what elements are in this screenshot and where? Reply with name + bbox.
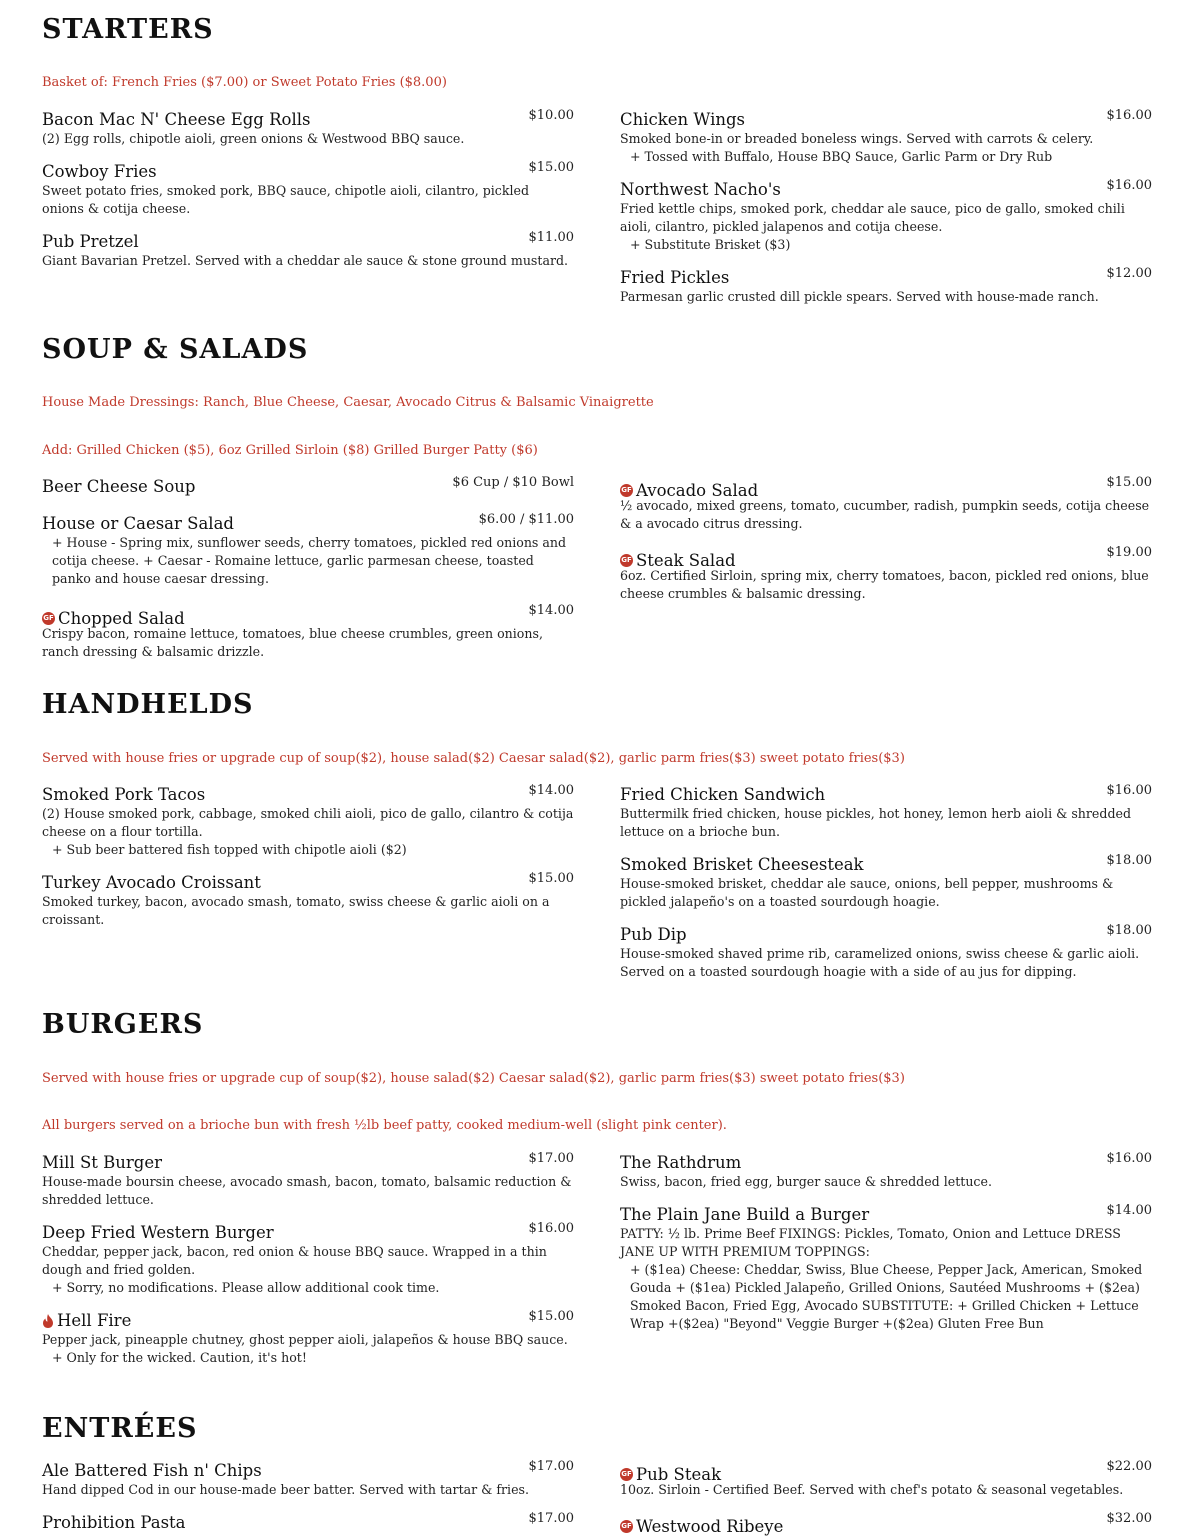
item-option: + Only for the wicked. Caution, it's hot! — [52, 1350, 307, 1365]
item-description: Sweet potato fries, smoked pork, BBQ sauce, chipotle aioli, cilantro, pickled onions & cotija cheese. — [42, 183, 530, 216]
item-name: Northwest Nacho's — [620, 180, 781, 199]
item-description: House-made boursin cheese, avocado smash, bacon, tomato, balsamic reduction & shredded lettuce. — [42, 1174, 572, 1207]
item-price: $14.00 — [1106, 1203, 1152, 1218]
item-name: Turkey Avocado Croissant — [42, 873, 261, 892]
item-description: PATTY: ½ lb. Prime Beef FIXINGS: Pickles, Tomato, Onion and Lettuce DRESS JANE UP WITH PREMIUM TOPPINGS: — [620, 1226, 1121, 1259]
item-price: $11.00 — [528, 230, 574, 245]
item-name: Hell Fire — [57, 1311, 132, 1330]
menu-item — [620, 1461, 1152, 1499]
gluten-free-icon: GF — [620, 484, 633, 497]
item-price: $18.00 — [1106, 923, 1152, 938]
item-description: House-smoked shaved prime rib, caramelized onions, swiss cheese & garlic aioli. Served on a toasted sourdough hoagie with a side of au jus for dipping. — [620, 946, 1140, 979]
item-price: $32.00 — [1106, 1511, 1152, 1526]
item-name: Pub Dip — [620, 925, 687, 944]
item-name-wrap — [620, 481, 758, 501]
menu-item — [620, 110, 1152, 166]
gluten-free-icon: GF — [42, 612, 55, 625]
item-price: $15.00 — [1106, 475, 1152, 490]
menu-item — [42, 110, 574, 148]
item-option: + Sub beer battered fish topped with chipotle aioli ($2) — [52, 842, 407, 857]
item-name: Westwood Ribeye — [636, 1516, 784, 1536]
item-option: + Substitute Brisket ($3) — [630, 237, 791, 252]
menu-item — [620, 547, 1152, 603]
menu-item — [620, 180, 1152, 254]
menu-item — [620, 1511, 1152, 1536]
item-price: $16.00 — [1106, 1151, 1152, 1166]
item-description: Hand dipped Cod in our house-made beer batter. Served with tartar & fries. — [42, 1482, 529, 1497]
item-description: Parmesan garlic crusted dill pickle spears. Served with house-made ranch. — [620, 289, 1099, 304]
item-name-wrap — [620, 551, 736, 571]
item-description: 6oz. Certified Sirloin, spring mix, cherry tomatoes, bacon, pickled red onions, blue cheese crumbles & balsamic dressing. — [620, 568, 1149, 601]
item-price: $16.00 — [528, 1221, 574, 1236]
sides-note: Served with house fries or upgrade cup of soup($2), house salad($2) Caesar salad($2), garlic parm fries($3) sweet potato fries($3) — [42, 751, 905, 766]
item-price: $6 Cup / $10 Bowl — [452, 475, 574, 490]
menu-item — [42, 1461, 574, 1499]
item-price: $10.00 — [528, 108, 574, 123]
item-price: $15.00 — [528, 160, 574, 175]
item-price: $15.00 — [528, 871, 574, 886]
section-title-soup-salads: SOUP & SALADS — [42, 334, 309, 365]
item-description: House-smoked brisket, cheddar ale sauce, onions, bell pepper, mushrooms & pickled jalapeño's on a toasted sourdough hoagie. — [620, 876, 1114, 909]
item-price: $17.00 — [528, 1511, 574, 1526]
item-description: Buttermilk fried chicken, house pickles, hot honey, lemon herb aioli & shredded lettuce on a brioche bun. — [620, 806, 1132, 839]
item-price: $17.00 — [528, 1459, 574, 1474]
menu-item — [42, 514, 574, 588]
item-name: Ale Battered Fish n' Chips — [42, 1461, 262, 1480]
item-name: Pub Pretzel — [42, 232, 139, 251]
item-option: + ($1ea) Cheese: Cheddar, Swiss, Blue Cheese, Pepper Jack, American, Smoked Gouda + ($1ea) Pickled Jalapeño, Grilled Onions, Sautéed Mushrooms + ($2ea) Smoked Bacon, Fried Egg, Avocado SUBSTITUTE: + Grilled Chicken + Lettuce Wrap +($2ea) "Beyond" Veggie Burger +($2ea) Gluten Free Bun — [630, 1262, 1143, 1331]
item-name: Deep Fried Western Burger — [42, 1223, 274, 1242]
menu-item — [42, 1311, 574, 1367]
item-option: + Tossed with Buffalo, House BBQ Sauce, Garlic Parm or Dry Rub — [630, 149, 1053, 164]
item-name: Chicken Wings — [620, 110, 746, 129]
brioche-note: All burgers served on a brioche bun with fresh ½lb beef patty, cooked medium-well (slight pink center). — [42, 1118, 727, 1133]
item-name: Cowboy Fries — [42, 162, 157, 181]
item-description: Pepper jack, pineapple chutney, ghost pepper aioli, jalapeños & house BBQ sauce. — [42, 1332, 568, 1347]
item-name: Beer Cheese Soup — [42, 477, 196, 496]
sides-note: Served with house fries or upgrade cup of soup($2), house salad($2) Caesar salad($2), garlic parm fries($3) sweet potato fries($3) — [42, 1071, 905, 1086]
item-name: Avocado Salad — [636, 480, 759, 500]
item-name: Mill St Burger — [42, 1153, 163, 1172]
menu-item — [42, 1513, 574, 1533]
item-description: Giant Bavarian Pretzel. Served with a cheddar ale sauce & stone ground mustard. — [42, 253, 569, 268]
item-description: (2) House smoked pork, cabbage, smoked chili aioli, pico de gallo, cilantro & cotija cheese on a flour tortilla. — [42, 806, 574, 839]
menu-item — [620, 925, 1152, 981]
item-description: Fried kettle chips, smoked pork, cheddar ale sauce, pico de gallo, smoked chili aioli, cilantro, pickled jalapenos and cotija cheese. — [620, 201, 1125, 234]
item-option: + House - Spring mix, sunflower seeds, cherry tomatoes, pickled red onions and cotija cheese. + Caesar - Romaine lettuce, garlic parmesan cheese, toasted panko and house caesar dressing. — [52, 535, 567, 586]
dressings-note: House Made Dressings: Ranch, Blue Cheese, Caesar, Avocado Citrus & Balsamic Vinaigrette — [42, 395, 654, 410]
item-name-wrap — [42, 1311, 131, 1331]
item-price: $14.00 — [528, 603, 574, 618]
menu-item — [620, 268, 1152, 306]
item-name-wrap — [620, 1465, 721, 1485]
item-name: Prohibition Pasta — [42, 1513, 186, 1532]
item-name: Pub Steak — [636, 1464, 722, 1484]
menu-item — [42, 873, 574, 929]
section-title-starters: STARTERS — [42, 14, 214, 45]
gluten-free-icon: GF — [620, 1520, 633, 1533]
menu-item — [42, 162, 574, 218]
item-price: $15.00 — [528, 1309, 574, 1324]
section-title-entrees: ENTRÉES — [42, 1413, 198, 1444]
item-description: (2) Egg rolls, chipotle aioli, green onions & Westwood BBQ sauce. — [42, 131, 465, 146]
gluten-free-icon: GF — [620, 1468, 633, 1481]
item-name: Fried Pickles — [620, 268, 730, 287]
section-title-burgers: BURGERS — [42, 1009, 204, 1040]
item-price: $6.00 / $11.00 — [478, 512, 574, 527]
item-name: The Plain Jane Build a Burger — [620, 1205, 870, 1224]
menu-item — [42, 477, 574, 497]
item-option: + Sorry, no modifications. Please allow additional cook time. — [52, 1280, 440, 1295]
menu-item — [620, 785, 1152, 841]
item-price: $17.00 — [528, 1151, 574, 1166]
menu-item — [620, 1205, 1152, 1333]
item-price: $16.00 — [1106, 178, 1152, 193]
menu-item — [42, 785, 574, 859]
item-price: $16.00 — [1106, 783, 1152, 798]
item-name: Chopped Salad — [58, 608, 185, 628]
item-description: ½ avocado, mixed greens, tomato, cucumber, radish, pumpkin seeds, cotija cheese & a avocado citrus dressing. — [620, 498, 1150, 531]
item-name: Bacon Mac N' Cheese Egg Rolls — [42, 110, 311, 129]
menu-item — [620, 855, 1152, 911]
item-description: 10oz. Sirloin - Certified Beef. Served with chef's potato & seasonal vegetables. — [620, 1482, 1124, 1497]
item-name: Smoked Brisket Cheesesteak — [620, 855, 864, 874]
item-name-wrap — [620, 1517, 783, 1537]
section-title-handhelds: HANDHELDS — [42, 689, 254, 720]
item-name: The Rathdrum — [620, 1153, 742, 1172]
item-price: $18.00 — [1106, 853, 1152, 868]
item-name-wrap — [42, 609, 185, 629]
starters-note: Basket of: French Fries ($7.00) or Sweet Potato Fries ($8.00) — [42, 75, 447, 90]
item-name: Steak Salad — [636, 550, 736, 570]
fire-icon — [42, 1314, 54, 1328]
menu-item — [42, 1153, 574, 1209]
item-description: Smoked bone-in or breaded boneless wings. Served with carrots & celery. — [620, 131, 1094, 146]
item-price: $19.00 — [1106, 545, 1152, 560]
item-price: $22.00 — [1106, 1459, 1152, 1474]
item-description: Cheddar, pepper jack, bacon, red onion & house BBQ sauce. Wrapped in a thin dough and fried golden. — [42, 1244, 547, 1277]
item-price: $12.00 — [1106, 266, 1152, 281]
add-ons-note: Add: Grilled Chicken ($5), 6oz Grilled Sirloin ($8) Grilled Burger Patty ($6) — [42, 443, 538, 458]
item-description: Swiss, bacon, fried egg, burger sauce & shredded lettuce. — [620, 1174, 992, 1189]
item-name: Smoked Pork Tacos — [42, 785, 206, 804]
item-name: House or Caesar Salad — [42, 514, 234, 533]
item-price: $16.00 — [1106, 108, 1152, 123]
gluten-free-icon: GF — [620, 554, 633, 567]
menu-item — [42, 1223, 574, 1297]
menu-item — [42, 605, 574, 661]
item-name: Fried Chicken Sandwich — [620, 785, 826, 804]
item-price: $14.00 — [528, 783, 574, 798]
menu-item — [620, 477, 1152, 533]
menu-item — [620, 1153, 1152, 1191]
item-description: Crispy bacon, romaine lettuce, tomatoes, blue cheese crumbles, green onions, ranch dressing & balsamic drizzle. — [42, 626, 543, 659]
item-description: Smoked turkey, bacon, avocado smash, tomato, swiss cheese & garlic aioli on a croissant. — [42, 894, 550, 927]
menu-item — [42, 232, 574, 270]
